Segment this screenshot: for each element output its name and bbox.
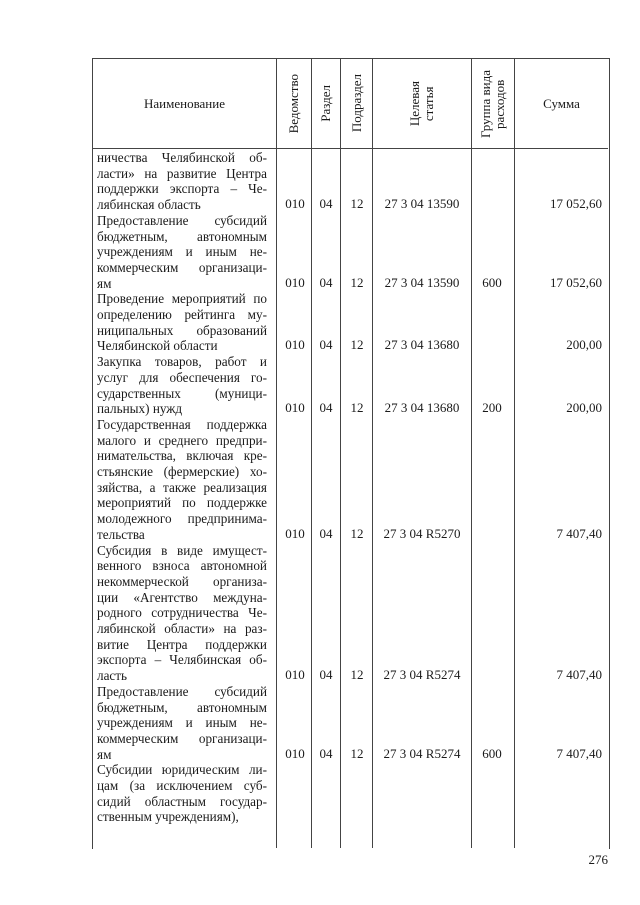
row-name-line: поддержки экспорта – Че-: [97, 181, 267, 197]
header-razdel: Раздел: [318, 85, 333, 122]
row-name-line: услуг для обеспечения го-: [97, 369, 267, 385]
cell-razdel: 04: [319, 196, 333, 212]
cell-celevaya: 27 3 04 R5270: [383, 525, 461, 541]
row-name-line: цам (за исключением суб-: [97, 778, 267, 793]
row-name-line: определению рейтинга му-: [97, 307, 267, 322]
row-name-line: лябинской области» на раз-: [97, 621, 267, 637]
row-name: [97, 291, 267, 354]
row-name-line: ям: [97, 746, 112, 762]
cell-ved: 010: [285, 400, 305, 416]
header-name: Наименование: [144, 95, 225, 111]
row-name-line: нимательства, включая кре-: [97, 448, 267, 464]
cell-podrazdel: 12: [350, 525, 364, 541]
cell-summa: 7 407,40: [556, 745, 602, 761]
cell-ved: 010: [285, 525, 305, 541]
row-name-line: Предоставление субсидий: [97, 683, 267, 699]
row-name-line: стьянские (фермерские) хо-: [97, 464, 267, 479]
cell-podrazdel: 12: [350, 196, 364, 212]
row-name-line: родного сотрудничества Че-: [97, 605, 267, 621]
row-name-line: ласти» на развитие Центра: [97, 165, 267, 181]
cell-celevaya: 27 3 04 13680: [384, 337, 460, 353]
row-name-line: ям: [97, 275, 112, 291]
cell-summa: 17 052,60: [550, 274, 602, 290]
cell-razdel: 04: [319, 525, 333, 541]
cell-celevaya: 27 3 04 R5274: [383, 745, 461, 761]
cell-celevaya: 27 3 04 13680: [384, 400, 460, 416]
row-name-line: ласть: [97, 668, 128, 684]
row-name-line: зяйства, а также реализация: [97, 479, 267, 495]
row-name-line: ственным учреждениям),: [97, 809, 239, 825]
cell-ved: 010: [285, 667, 305, 683]
row-name-line: сидий областным государ-: [97, 793, 267, 809]
cell-celevaya: 27 3 04 R5274: [383, 667, 461, 683]
cell-ved: 010: [285, 745, 305, 761]
row-name-line: бюджетным, автономным: [97, 228, 267, 244]
header-podrazdel: Подраздел: [348, 74, 364, 133]
row-name-line: тельства: [97, 526, 145, 542]
row-name: [97, 762, 267, 825]
cell-gruppa: 600: [482, 274, 502, 290]
row-name-line: Предоставление субсидий: [97, 212, 267, 228]
header-gruppa: Группа вида расходов: [478, 69, 507, 138]
row-name-line: Проведение мероприятий по: [97, 291, 267, 307]
cell-podrazdel: 12: [350, 274, 364, 290]
cell-summa: 7 407,40: [556, 667, 602, 683]
cell-celevaya: 27 3 04 13590: [384, 274, 460, 290]
header-celevaya: Целевая статья: [407, 80, 436, 127]
row-name-line: малого и среднего предпри-: [97, 432, 267, 448]
row-name-line: бюджетным, автономным: [97, 699, 267, 715]
cell-gruppa: 600: [482, 745, 502, 761]
row-name: [97, 150, 267, 213]
row-name-line: ции «Агентство междуна-: [97, 589, 267, 605]
cell-razdel: 04: [319, 745, 333, 761]
header-summa: Сумма: [543, 95, 580, 111]
row-name-line: лябинская область: [97, 197, 201, 213]
header-ved: Ведомство: [286, 73, 301, 134]
cell-podrazdel: 12: [350, 337, 364, 353]
cell-podrazdel: 12: [350, 400, 364, 416]
row-name-line: некоммерческой организа-: [97, 573, 267, 589]
row-name-line: учреждениям и иным не-: [97, 715, 267, 731]
row-name-line: Челябинской области: [97, 338, 218, 354]
row-name: [97, 417, 267, 543]
row-name: [97, 543, 267, 684]
cell-ved: 010: [285, 196, 305, 212]
cell-razdel: 04: [319, 274, 333, 290]
cell-razdel: 04: [319, 400, 333, 416]
row-name-line: ничества Челябинской об-: [97, 150, 267, 165]
row-name: [97, 213, 267, 292]
row-name-line: Субсидии юридическим ли-: [97, 762, 267, 778]
row-name-line: мероприятий по поддержке: [97, 495, 267, 511]
row-name-line: коммерческим организаци-: [97, 259, 267, 275]
row-name-line: молодежного предпринима-: [97, 511, 267, 527]
cell-celevaya: 27 3 04 13590: [384, 196, 460, 212]
row-name-line: коммерческим организаци-: [97, 730, 267, 746]
row-name-line: экспорта – Челябинская об-: [97, 652, 267, 668]
cell-razdel: 04: [319, 667, 333, 683]
row-name-line: учреждениям и иным не-: [97, 244, 267, 260]
cell-summa: 200,00: [566, 337, 602, 353]
cell-ved: 010: [285, 274, 305, 290]
row-name-line: Государственная поддержка: [97, 416, 267, 432]
row-name-line: венного взноса автономной: [97, 558, 267, 574]
cell-podrazdel: 12: [350, 667, 364, 683]
row-name-line: сударственных (муници-: [97, 385, 267, 401]
cell-podrazdel: 12: [350, 745, 364, 761]
page-number: 276: [588, 852, 608, 867]
row-name-line: ниципальных образований: [97, 322, 267, 338]
cell-razdel: 04: [319, 337, 333, 353]
row-name: [97, 684, 267, 763]
row-name-line: Субсидия в виде имущест-: [97, 542, 267, 558]
row-name: [97, 354, 267, 417]
cell-summa: 200,00: [566, 400, 602, 416]
cell-ved: 010: [285, 337, 305, 353]
cell-gruppa: 200: [482, 400, 502, 416]
cell-summa: 17 052,60: [550, 196, 602, 212]
row-name-line: Закупка товаров, работ и: [97, 354, 267, 370]
row-name-line: витие Центра поддержки: [97, 636, 267, 652]
cell-summa: 7 407,40: [556, 525, 602, 541]
row-name-line: пальных) нужд: [97, 401, 183, 417]
